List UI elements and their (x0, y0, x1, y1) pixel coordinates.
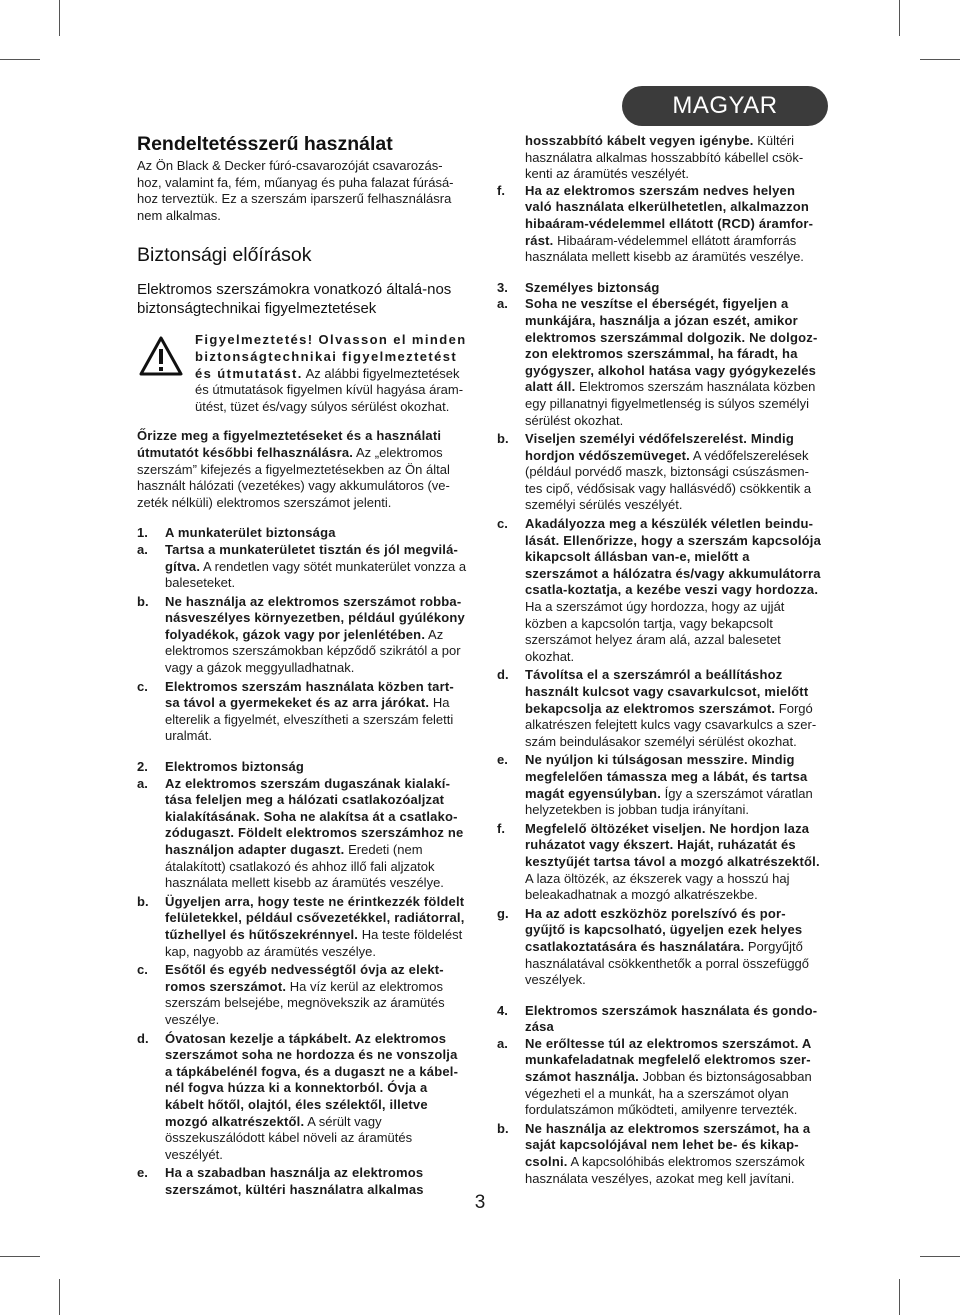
item-label: f. (497, 182, 505, 198)
list-item (137, 679, 467, 745)
section-title: A munkaterület biztonsága (165, 525, 336, 541)
list-item (137, 594, 467, 677)
item-label: c. (137, 678, 148, 694)
item-text: Jobban és biztonságosabban végezheti el a munkát, ha a szerszámot olyan fordulatszámon működteti, amilyenre tervezték. (525, 1069, 812, 1118)
section-3-heading (497, 280, 824, 297)
item-bold-text: Esőtől és egyéb nedvességtől óvja az elekt-romos szerszámot. (165, 962, 444, 994)
item-text: Így a szerszámot váratlan helyzetekben is jobban tudja irányítani. (525, 785, 813, 818)
keep-text: Az „elektromos szerszám” kifejezés a figyelmeztetésekben az Ön által használt hálózati (vezetékes) vagy akkumulátoros (ve-zeték nélküli) elektromos szerszámot jelenti. (137, 444, 450, 510)
item-bold-text: Ha az elektromos szerszám nedves helyen való használata elkerülhetetlen, alkalmazzon hibaáram-védelemmel ellátott (RCD) áramfor-rást. (525, 182, 814, 248)
item-text: Ha elterelik a figyelmét, elveszítheti a szerszám feletti uralmát. (165, 695, 454, 744)
list-item (497, 431, 824, 514)
item-label: a. (497, 1035, 508, 1051)
item-label: c. (137, 962, 148, 978)
item-text: A laza öltözék, az ékszerek vagy a hosszú haj beleakadhatnak a mozgó alkatrészekbe. (525, 870, 790, 903)
item-label: f. (497, 820, 505, 836)
item-text: Ha víz kerül az elektromos szerszám belsejébe, megnövekszik az áramütés veszélye. (165, 978, 445, 1027)
item-label: b. (497, 431, 509, 447)
list-item (137, 1165, 467, 1198)
item-text: A kapcsolóhibás elektromos szerszámok használata veszélyes, azokat meg kell javítani. (525, 1154, 805, 1186)
item-bold-text: Óvatosan kezelje a tápkábelt. Az elektromos szerszámot soha ne hordozza és ne vonszolja a tápkábelénél fogva, és a dugaszt ne a kábel-nél fogva húzza ki a konnektorból. Óvja a kábelt hőtől, olajtól, éles szélektől, illetve mozgó alkatrészektől. (165, 1030, 459, 1129)
item-label: e. (497, 752, 508, 768)
list-item (137, 962, 467, 1028)
item-text: Eredeti (nem átalakított) csatlakozó és ahhoz illő fali aljzatok használata mellett kisebb az áramütés veszélye. (165, 842, 444, 891)
item-bold-text: Soha ne veszítse el éberségét, figyeljen a munkájára, használja a józan eszét, amikor elektromos szerszámmal dolgozik. Ne dolgoz-zon elektromos szerszámmal, ha fáradt, ha gyógyszer, alkohol hatása vagy gyógykezelés alatt áll. (525, 296, 818, 395)
section-3-list (497, 296, 824, 988)
warning-paragraph (195, 332, 467, 415)
continued-text: Kültéri használatra alkalmas hosszabbító kábellel csök-kenti az áramütés veszélyét. (525, 133, 804, 182)
crop-mark (920, 59, 960, 60)
crop-mark (899, 0, 900, 36)
item-text: A védőfelszerelések (például porvédő maszk, biztonsági csúszásmen-tes cipő, védősisak vagy hallásvédő) csökkentik a személyi sérülés veszélyét. (525, 447, 812, 513)
item-bold-text: Ne használja az elektromos szerszámot robba-násveszélyes környezetben, például gyúlékony folyadékok, gázok vagy por jelenlétében. (165, 593, 465, 642)
item-text: Porgyűjtő használatával csökkenthetők a porral összefüggő veszélyek. (525, 938, 810, 988)
list-item (137, 542, 467, 592)
page-number: 3 (474, 1192, 486, 1213)
list-item (497, 1036, 824, 1119)
crop-mark (0, 59, 40, 60)
list-item (137, 894, 467, 960)
section-2-list (137, 776, 467, 1199)
item-bold-text: Ne erőltesse túl az elektromos szerszámot. A munkafeladatnak megfelelő elektromos szer-számot használja. (525, 1035, 811, 1085)
item-text: Az elektromos szerszámokban képződő szikrától a por vagy a gázok meggyulladhatnak. (165, 626, 461, 676)
section-1-heading (137, 525, 467, 542)
item-bold-text: Megfelelő öltözéket viseljen. Ne hordjon laza ruházatot vagy ékszert. Haját, ruházatát és kesztyűjét tartsa távol a mozgó alkatrészektől. (525, 820, 820, 869)
item-bold-text: Ne nyúljon ki túlságosan messzire. Mindig megfelelően támassza meg a lábát, és tartsa magát egyensúlyban. (525, 752, 808, 801)
item-label: a. (137, 541, 148, 557)
list-item (137, 1031, 467, 1164)
crop-mark (0, 1256, 40, 1257)
crop-mark (920, 1256, 960, 1257)
list-item (497, 752, 824, 818)
section-number: 2. (137, 759, 148, 775)
section-title: Elektromos szerszámok használata és gondo-zása (525, 1002, 818, 1035)
subheading-general-warnings: Elektromos szerszámokra vonatkozó általá-nos biztonságtechnikai figyelmeztetések (137, 281, 452, 318)
item-text: Ha a szerszámot úgy hordozza, hogy az ujját közben a kapcsolón tartja, vagy bekapcsolt szerszámot helyez áram alá, azzal balesetet okozhat. (525, 599, 785, 664)
list-item (497, 296, 824, 429)
warning-text: Az alábbi figyelmeztetések és útmutatások figyelmen kívül hagyása áram-ütést, tüzet és/vagy súlyos sérülést okozhat. (195, 365, 464, 414)
item-text: Forgó alkatrészen felejtett kulcs vagy csavarkulcs a szer-szám beindulásakor személyi sérülést okozhat. (525, 700, 817, 749)
section-2-heading (137, 759, 467, 776)
item-bold-text: Tartsa a munkaterületet tisztán és jól megvilá-gítva. (165, 541, 459, 574)
warning-bold: Figyelmeztetés! Olvasson el minden biztonságtechnikai figyelmeztetést és útmutatást. (195, 332, 467, 381)
item-label: c. (497, 516, 508, 532)
list-item (497, 821, 824, 904)
section-number: 3. (497, 279, 508, 295)
item-label: e. (137, 1165, 148, 1181)
section-1-list (137, 542, 467, 745)
crop-mark (899, 1279, 900, 1315)
item-bold-text: Elektromos szerszám használata közben tart-sa távol a gyermekeket és az arra járókat. (165, 678, 454, 711)
left-column (137, 133, 467, 1198)
crop-mark (59, 0, 60, 36)
section-title: Személyes biztonság (525, 279, 660, 295)
warning-block (137, 332, 467, 415)
list-item (497, 1121, 824, 1187)
heading-safety: Biztonsági előírások (137, 244, 312, 267)
item-bold-text: Ha az adott eszközhöz porelszívó és por-gyűjtő is kapcsolható, ügyeljen ezek helyes csatlakoztatására és használatára. (525, 905, 803, 954)
section-title: Elektromos biztonság (165, 759, 305, 775)
item-label: d. (137, 1030, 149, 1046)
continued-bold: hosszabbító kábelt vegyen igénybe. (525, 133, 754, 148)
item-bold-text: Ne használja az elektromos szerszámot, ha a saját kapcsolójával nem lehet be- és kikap-csolni. (525, 1120, 811, 1170)
item-label: a. (137, 775, 148, 791)
section-2-item-f (497, 183, 824, 266)
item-label: b. (497, 1120, 509, 1136)
list-item (497, 906, 824, 989)
list-item (497, 183, 824, 266)
keep-bold: Őrizze meg a figyelmeztetéseket és a használati útmutatót későbbi felhasználásra. (137, 428, 442, 460)
item-text: A rendetlen vagy sötét munkaterület vonzza a baleseteket. (165, 558, 467, 591)
continued-item (497, 133, 824, 183)
list-item (497, 667, 824, 750)
list-item (137, 776, 467, 892)
right-column (497, 133, 824, 1187)
heading-intended-use: Rendeltetésszerű használat (137, 133, 393, 155)
item-bold-text: Akadályozza meg a készülék véletlen beindu-lását. Ellenőrizze, hogy a szerszám kapcsolója kikapcsolt állásban van-e, mielőtt a szerszámot a hálózatra és/vagy akkumulátorra csatla-koztatja, a kezébe veszi vagy hordozza. (525, 516, 822, 598)
section-number: 4. (497, 1002, 508, 1018)
item-text: A sérült vagy összekuszálódott kábel növeli az áramütés veszélyét. (165, 1113, 413, 1162)
item-bold-text: Az elektromos szerszám dugaszának kialakí-tása feleljen meg a hálózati csatlakozóaljzat kialakításának. Soha ne alakítsa át a csatlako-zódugaszt. Földelt elektromos szerszámhoz ne használjon adapter dugaszt. (165, 775, 464, 857)
item-label: d. (497, 667, 509, 683)
item-label: g. (497, 905, 509, 921)
item-label: b. (137, 593, 149, 609)
crop-mark (59, 1279, 60, 1315)
item-bold-text: Ügyeljen arra, hogy teste ne érintkezzék földelt felületekkel, például csővezetékkel, radiátorral, tűzhellyel és hűtőszekrénnyel. (165, 893, 465, 942)
item-label: a. (497, 296, 508, 312)
item-label: b. (137, 893, 149, 909)
language-badge: MAGYAR (622, 86, 828, 126)
item-bold-text: Ha a szabadban használja az elektromos szerszámot, kültéri használatra alkalmas (165, 1165, 424, 1197)
item-bold-text: Távolítsa el a szerszámról a beállításhoz használt kulcsot vagy csavarkulcsot, mielőtt bekapcsolja az elektromos szerszámot. (525, 667, 809, 716)
item-bold-text: Viseljen személyi védőfelszerelést. Mindig hordjon védőszemüveget. (525, 431, 794, 463)
section-4-heading (497, 1003, 824, 1036)
section-4-list (497, 1036, 824, 1187)
item-text: Elektromos szerszám használata közben egy pillanatnyi figyelmetlenség is súlyos személyi sérülést okozhat. (525, 379, 816, 428)
list-item (497, 516, 824, 665)
keep-paragraph (137, 428, 467, 511)
warning-triangle-icon (139, 336, 183, 376)
item-text: Hibaáram-védelemmel ellátott áramforrás használata mellett kisebb az áramütés veszélye. (525, 232, 804, 265)
item-text: Ha teste földelést kap, nagyobb az áramütés veszélye. (165, 926, 463, 959)
intended-use-text: Az Ön Black & Decker fúró-csavarozóját csavarozás-hoz, valamint fa, fém, műanyag és puha falazat fúrásá-hoz terveztük. Ez a szerszám iparszerű felhasználásra nem alkalmas. (137, 158, 454, 223)
section-number: 1. (137, 525, 148, 541)
